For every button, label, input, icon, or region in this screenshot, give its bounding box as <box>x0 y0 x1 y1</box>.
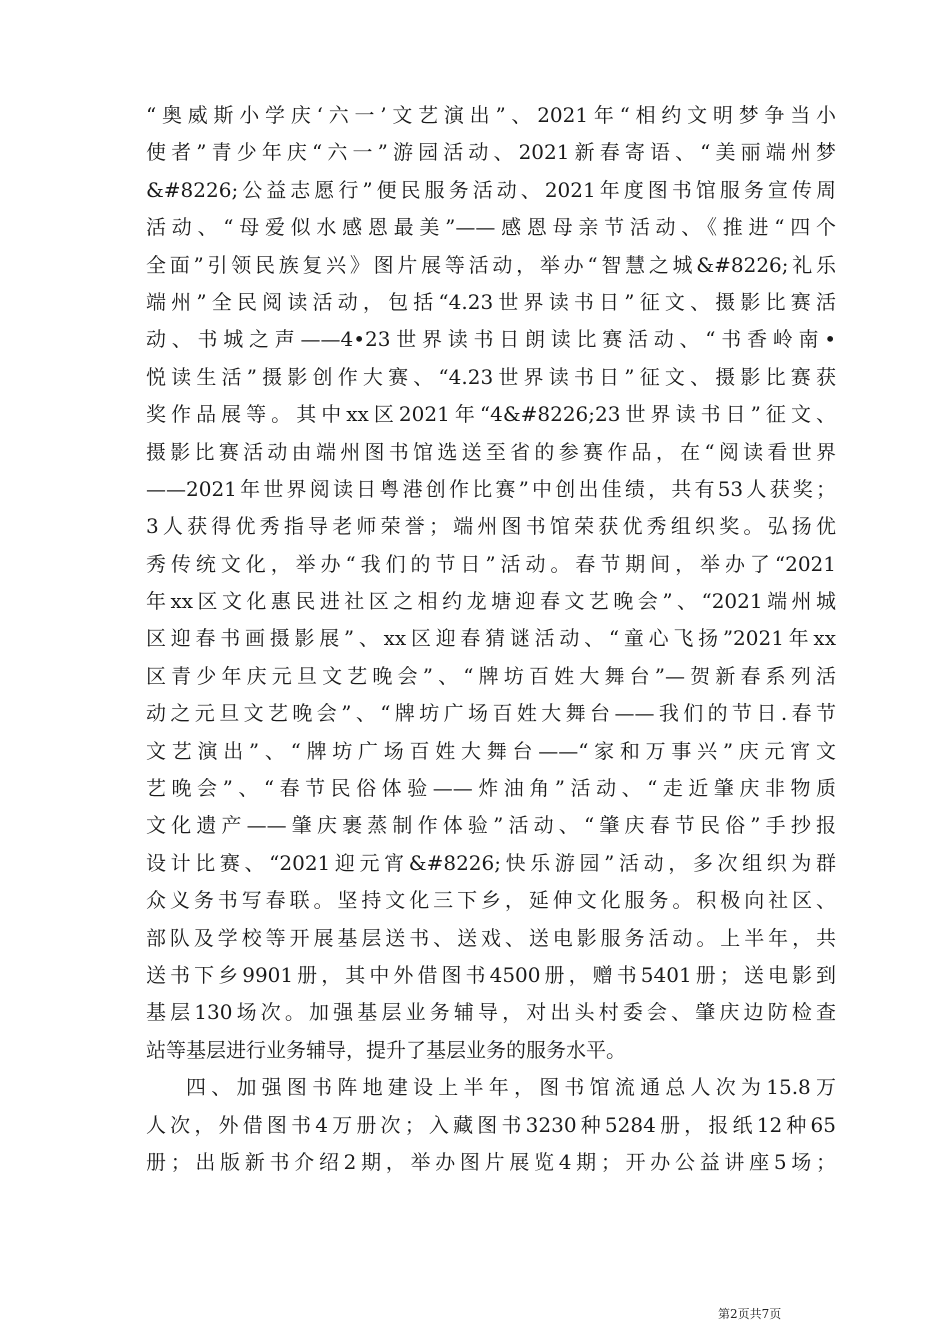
text-line: 基层130场次。加强基层业务辅导，对出头村委会、肇庆边防检查 <box>146 1000 836 1025</box>
text-line: 人次，外借图书4万册次；入藏图书3230种5284册，报纸12种65 <box>146 1112 836 1137</box>
paragraph-2 <box>146 1069 836 1181</box>
text-line: 动、书城之声——4•23世界读书日朗读比赛活动、“书香岭南• <box>146 327 836 352</box>
text-line: 区青少年庆元旦文艺晚会”、“牌坊百姓大舞台”—贺新春系列活 <box>146 663 836 688</box>
body-text <box>146 97 836 1181</box>
text-line: “奥威斯小学庆‘六一’文艺演出”、2021年“相约文明梦争当小 <box>146 103 836 127</box>
text-line: 年xx区文化惠民进社区之相约龙塘迎春文艺晚会”、“2021端州城 <box>146 589 836 614</box>
text-line: 全面”引领民族复兴》图片展等活动，举办“智慧之城&#8226;礼乐 <box>146 252 836 277</box>
text-line: 区迎春书画摄影展”、xx区迎春猜谜活动、“童心飞扬”2021年xx <box>146 626 836 651</box>
text-line: 送书下乡9901册，其中外借图书4500册，赠书5401册；送电影到 <box>146 962 836 987</box>
text-line: 活动、“母爱似水感恩最美”——感恩母亲节活动、《推进“四个 <box>146 215 836 240</box>
text-line: 文化遗产——肇庆裹蒸制作体验”活动、“肇庆春节民俗”手抄报 <box>146 813 836 838</box>
text-line: 众义务书写春联。坚持文化三下乡，延伸文化服务。积极向社区、 <box>146 888 836 913</box>
text-line: 艺晚会”、“春节民俗体验——炸油角”活动、“走近肇庆非物质 <box>146 776 836 801</box>
text-line: 册；出版新书介绍2期，举办图片展览4期；开办公益讲座5场； <box>146 1149 836 1174</box>
text-line: ——2021年世界阅读日粤港创作比赛”中创出佳绩，共有53人获奖； <box>146 476 836 501</box>
text-line: 使者”青少年庆“六一”游园活动、2021新春寄语、“美丽端州梦 <box>146 140 836 165</box>
text-line: 悦读生活”摄影创作大赛、“4.23世界读书日”征文、摄影比赛获 <box>146 364 836 389</box>
text-line: 部队及学校等开展基层送书、送戏、送电影服务活动。上半年，共 <box>146 925 836 950</box>
text-line: &#8226;公益志愿行”便民服务活动、2021年度图书馆服务宣传周 <box>146 177 836 202</box>
text-line: 设计比赛、“2021迎元宵&#8226;快乐游园”活动，多次组织为群 <box>146 850 836 875</box>
text-line: 秀传统文化，举办“我们的节日”活动。春节期间，举办了“2021 <box>146 551 836 576</box>
paragraph-1 <box>146 97 836 1069</box>
text-line: 端州”全民阅读活动，包括“4.23世界读书日”征文、摄影比赛活 <box>146 289 836 314</box>
text-line: 站等基层进行业务辅导，提升了基层业务的服务水平。 <box>146 1037 626 1062</box>
text-line: 3人获得优秀指导老师荣誉；端州图书馆荣获优秀组织奖。弘扬优 <box>146 514 836 539</box>
text-line: 动之元旦文艺晚会”、“牌坊广场百姓大舞台——我们的节日.春节 <box>146 701 836 726</box>
text-line: 奖作品展等。其中xx区2021年“4&#8226;23世界读书日”征文、 <box>146 402 836 427</box>
text-line: 摄影比赛活动由端州图书馆选送至省的参赛作品，在“阅读看世界 <box>146 439 836 464</box>
page-number: 第2页共7页 <box>718 1307 782 1321</box>
text-line: 四、加强图书阵地建设上半年，图书馆流通总人次为15.8万 <box>186 1075 836 1100</box>
text-line: 文艺演出”、“牌坊广场百姓大舞台——“家和万事兴”庆元宵文 <box>146 738 836 763</box>
